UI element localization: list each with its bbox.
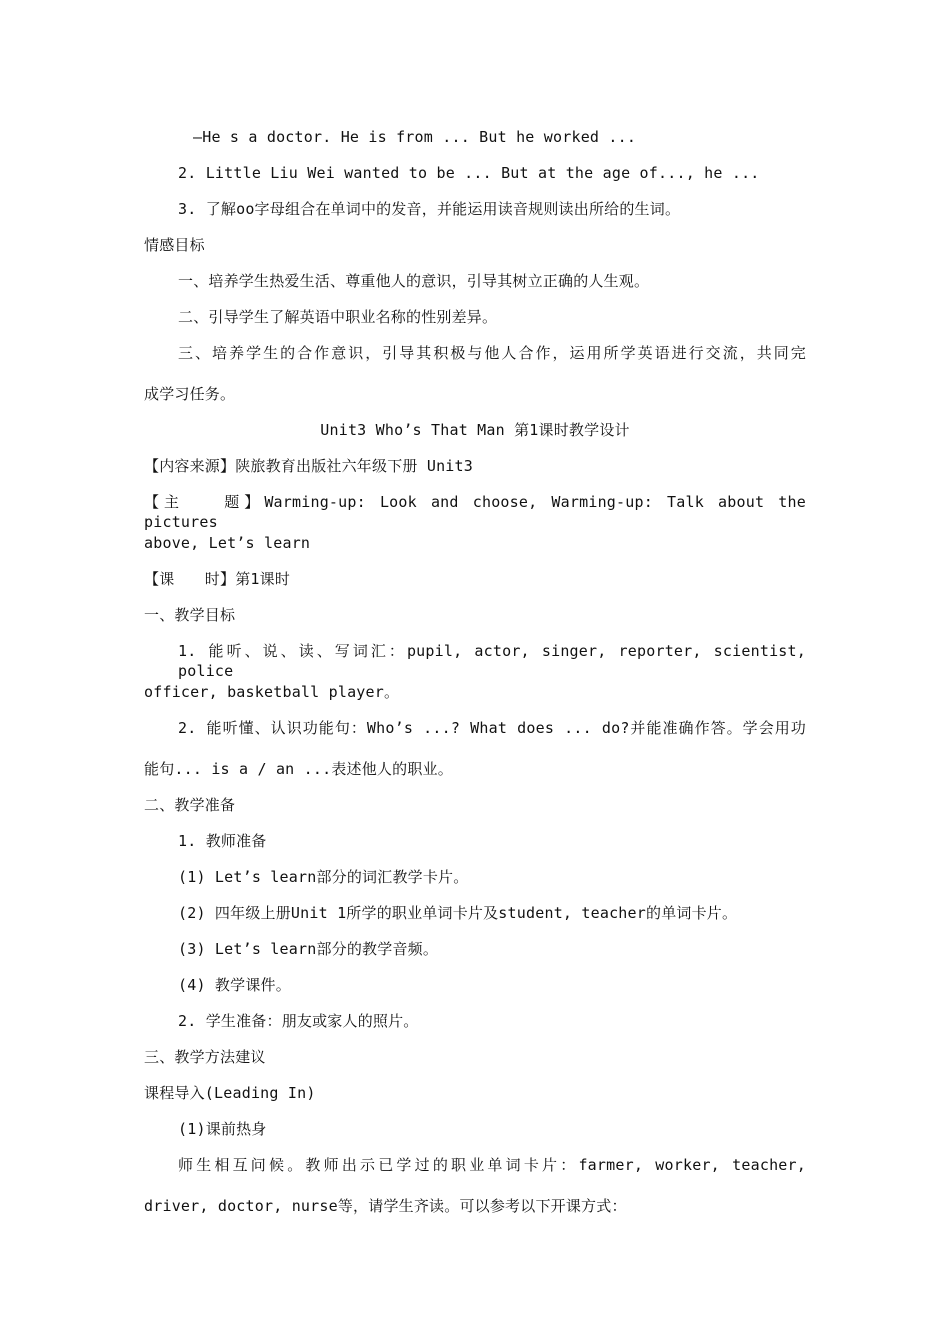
content-source: 【内容来源】陕旅教育出版社六年级下册 Unit3 — [144, 457, 473, 475]
goal-item-3: 3. 了解oo字母组合在单词中的发音，并能运用读音规则读出所给的生词。 — [178, 200, 681, 218]
dialogue-line: —He s a doctor. He is from ... But he worked ... — [193, 128, 637, 146]
prep-item-2: (2) 四年级上册Unit 1所学的职业单词卡片及student, teacher的单词卡片。 — [178, 904, 738, 922]
objective-2: 2. 能听懂、认识功能句：Who’s ...? What does ... do?并能准确作答。学会用功 — [178, 719, 806, 737]
section-heading-emotion: 情感目标 — [144, 236, 205, 254]
warmup-heading: (1)课前热身 — [178, 1120, 267, 1138]
objective-2-cont: 能句... is a / an ...表述他人的职业。 — [144, 760, 453, 778]
section-heading-objectives: 一、教学目标 — [144, 606, 236, 624]
warmup-paragraph-cont: driver, doctor, nurse等，请学生齐读。可以参考以下开课方式： — [144, 1197, 627, 1215]
emotion-goal-3-cont: 成学习任务。 — [144, 385, 236, 403]
section-heading-preparation: 二、教学准备 — [144, 796, 236, 814]
objective-1: 1. 能听、说、读、写词汇：pupil, actor, singer, reporter, scientist, police — [178, 642, 806, 680]
emotion-goal-3: 三、培养学生的合作意识，引导其积极与他人合作，运用所学英语进行交流，共同完 — [178, 344, 806, 362]
lesson-topic: 【主 题】Warming-up: Look and choose, Warming-up: Talk about the pictures — [144, 493, 806, 531]
prep-item-3: (3) Let’s learn部分的教学音频。 — [178, 940, 439, 958]
emotion-goal-2: 二、引导学生了解英语中职业名称的性别差异。 — [178, 308, 498, 326]
warmup-paragraph: 师生相互问候。教师出示已学过的职业单词卡片：farmer, worker, teacher, — [178, 1156, 806, 1174]
emotion-goal-1: 一、培养学生热爱生活、尊重他人的意识，引导其树立正确的人生观。 — [178, 272, 650, 290]
section-heading-methods: 三、教学方法建议 — [144, 1048, 266, 1066]
leading-in-heading: 课程导入(Leading In) — [144, 1084, 316, 1102]
lesson-period: 【课 时】第1课时 — [144, 570, 291, 588]
prep-item-1: (1) Let’s learn部分的词汇教学卡片。 — [178, 868, 469, 886]
objective-1-cont: officer, basketball player。 — [144, 683, 400, 701]
prep-item-4: (4) 教学课件。 — [178, 976, 291, 994]
prep-teacher: 1. 教师准备 — [178, 832, 267, 850]
lesson-title: Unit3 Who’s That Man 第1课时教学设计 — [320, 421, 630, 439]
lesson-topic-cont: above, Let’s learn — [144, 534, 311, 552]
goal-item-2: 2. Little Liu Wei wanted to be ... But at the age of..., he ... — [178, 164, 760, 182]
prep-student: 2. 学生准备：朋友或家人的照片。 — [178, 1012, 419, 1030]
